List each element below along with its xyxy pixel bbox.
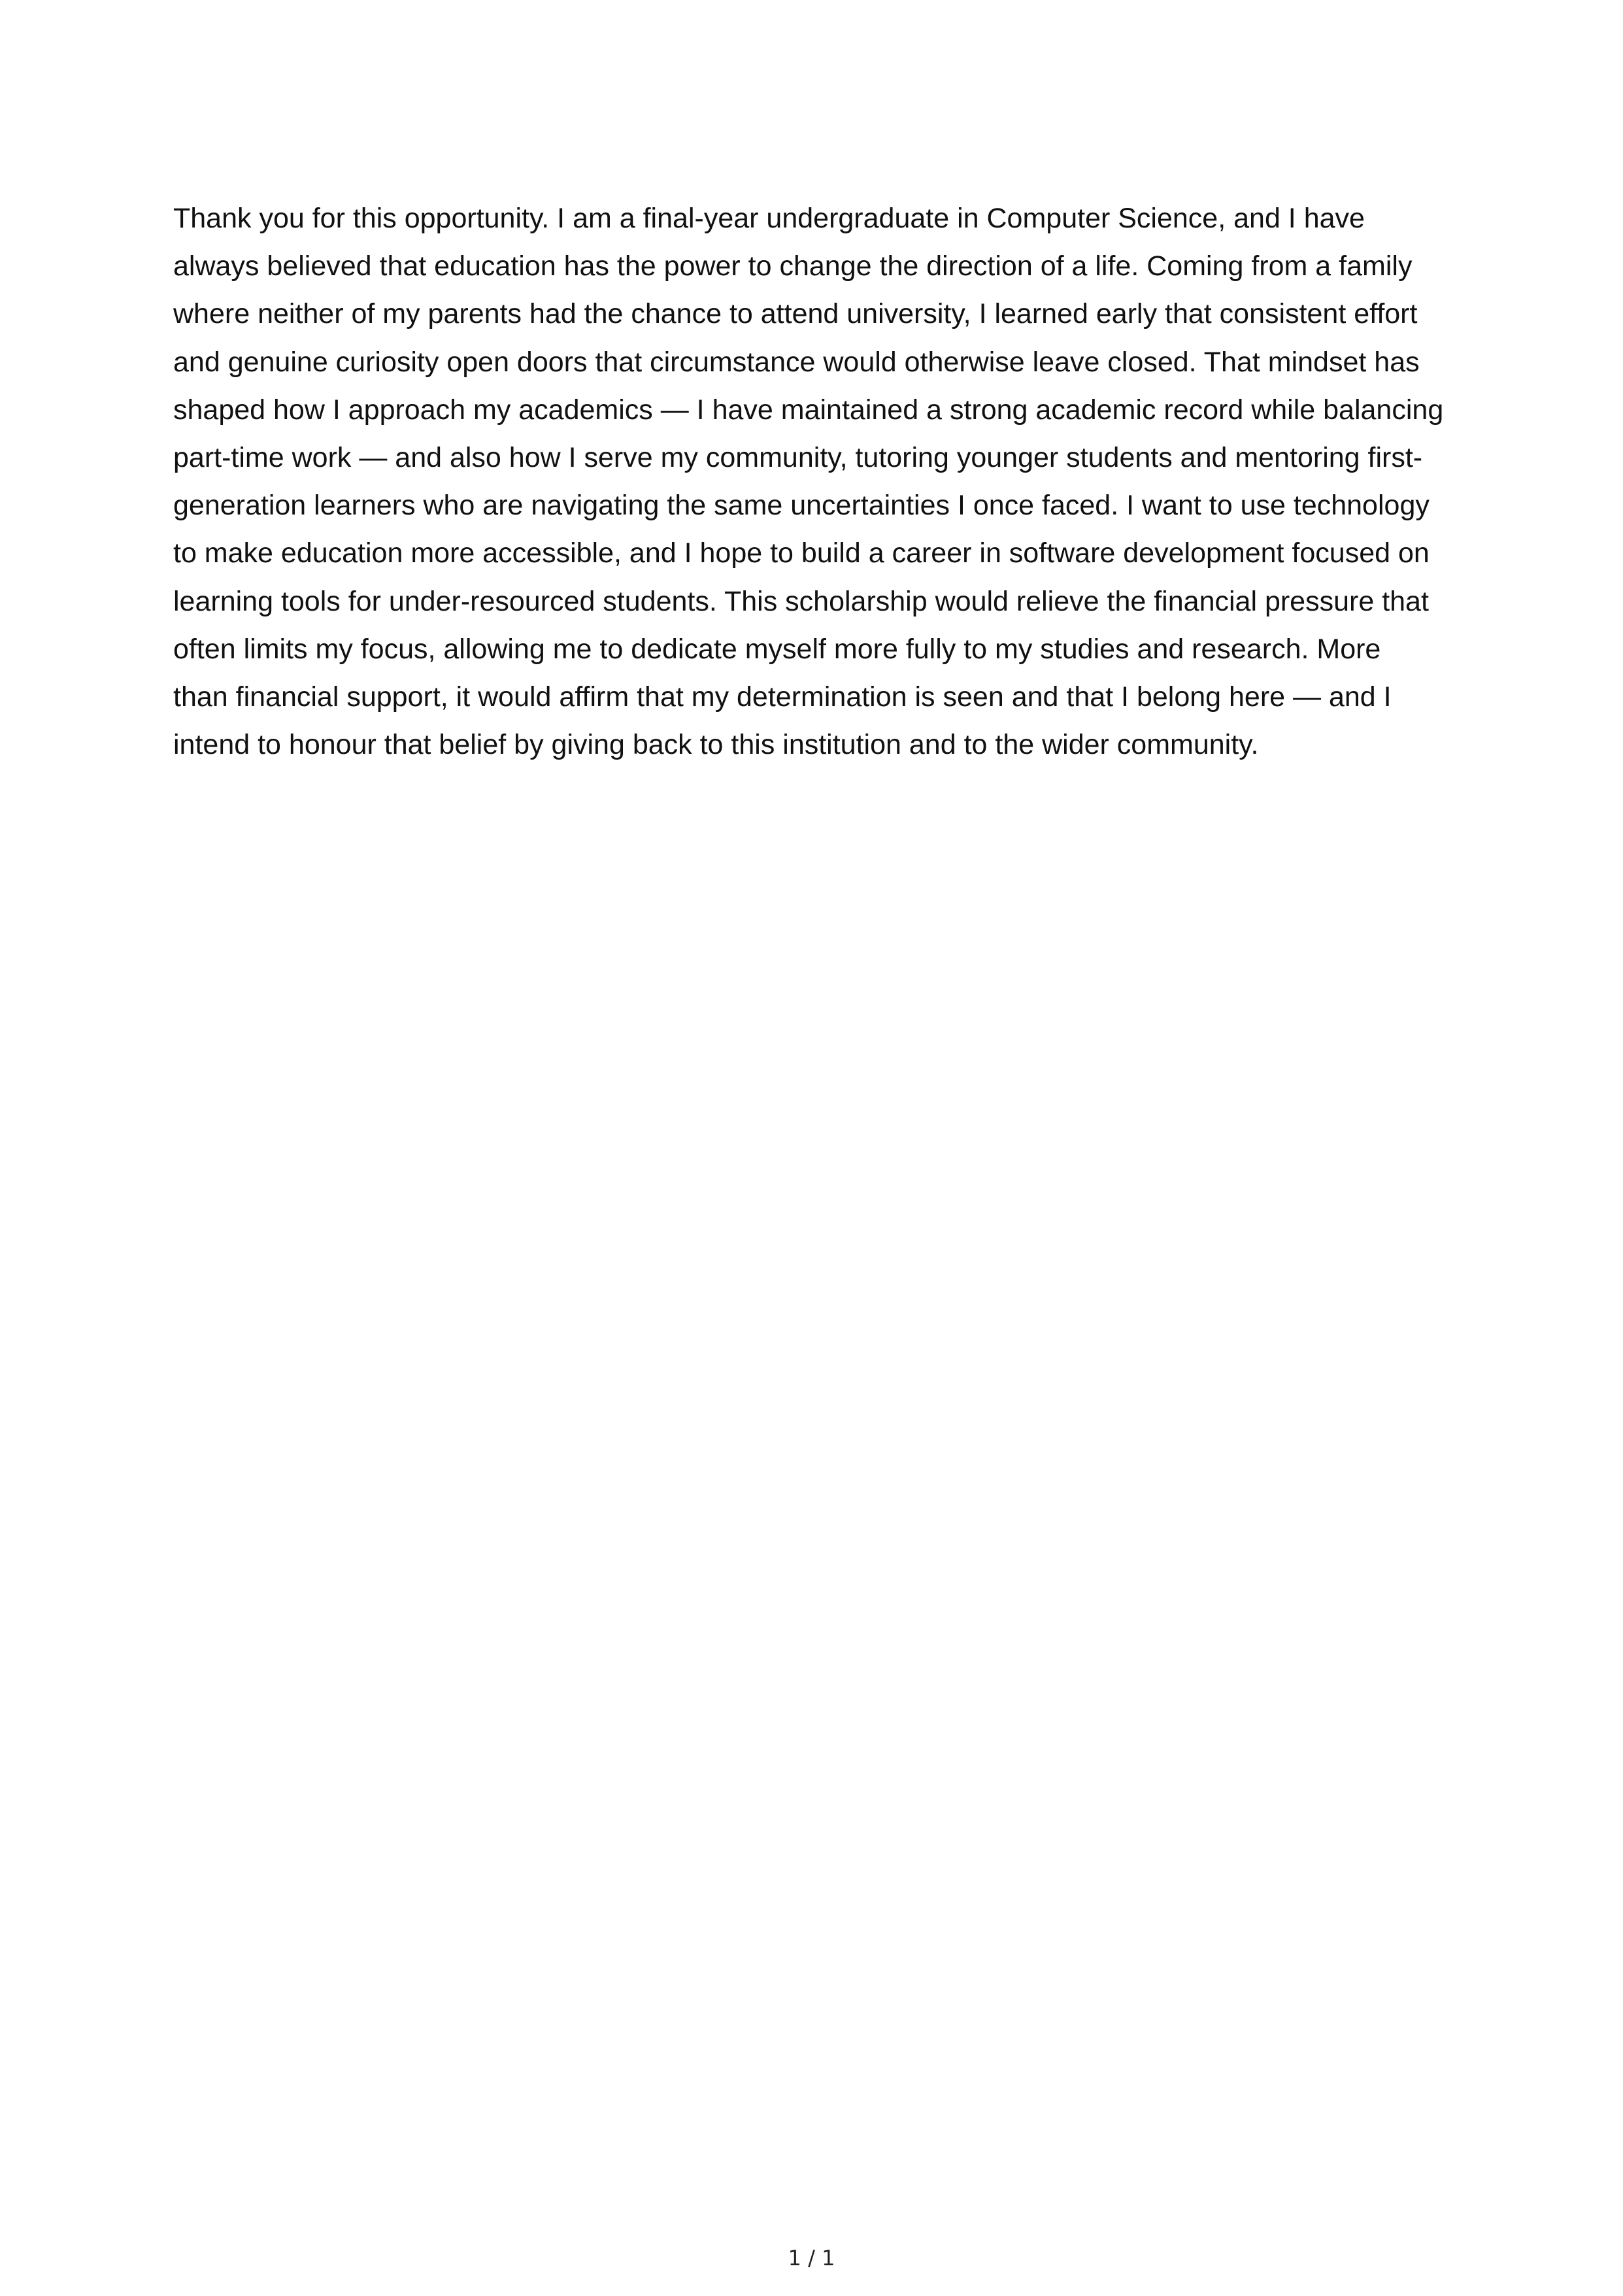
paragraph-line: and genuine curiosity open doors that circumstance would otherwise leave closed. That mindset has	[173, 346, 1420, 378]
paragraph-line: Thank you for this opportunity. I am a final-year undergraduate in Computer Science, and I have	[173, 203, 1365, 234]
paragraph-line: often limits my focus, allowing me to dedicate myself more fully to my studies and research. More	[173, 633, 1381, 665]
paragraph-line: learning tools for under-resourced students. This scholarship would relieve the financial pressure that	[173, 585, 1429, 617]
paragraph-line: always believed that education has the power to change the direction of a life. Coming from a family	[173, 250, 1413, 282]
paragraph-line: than financial support, it would affirm that my determination is seen and that I belong here — and I	[173, 681, 1392, 713]
paragraph-line: part-time work — and also how I serve my community, tutoring younger students and mentoring first-	[173, 442, 1423, 474]
paragraph-line: intend to honour that belief by giving back to this institution and to the wider community.	[173, 729, 1259, 761]
page-number: 1 / 1	[788, 2246, 835, 2271]
paragraph-line: to make education more accessible, and I hope to build a career in software development focused on	[173, 537, 1430, 569]
paragraph-line: where neither of my parents had the chance to attend university, I learned early that consistent effort	[173, 298, 1418, 330]
essay-paragraph	[173, 195, 1474, 769]
paragraph-line: shaped how I approach my academics — I have maintained a strong academic record while balancing	[173, 394, 1444, 426]
paragraph-line: generation learners who are navigating the same uncertainties I once faced. I want to use technology	[173, 490, 1430, 522]
